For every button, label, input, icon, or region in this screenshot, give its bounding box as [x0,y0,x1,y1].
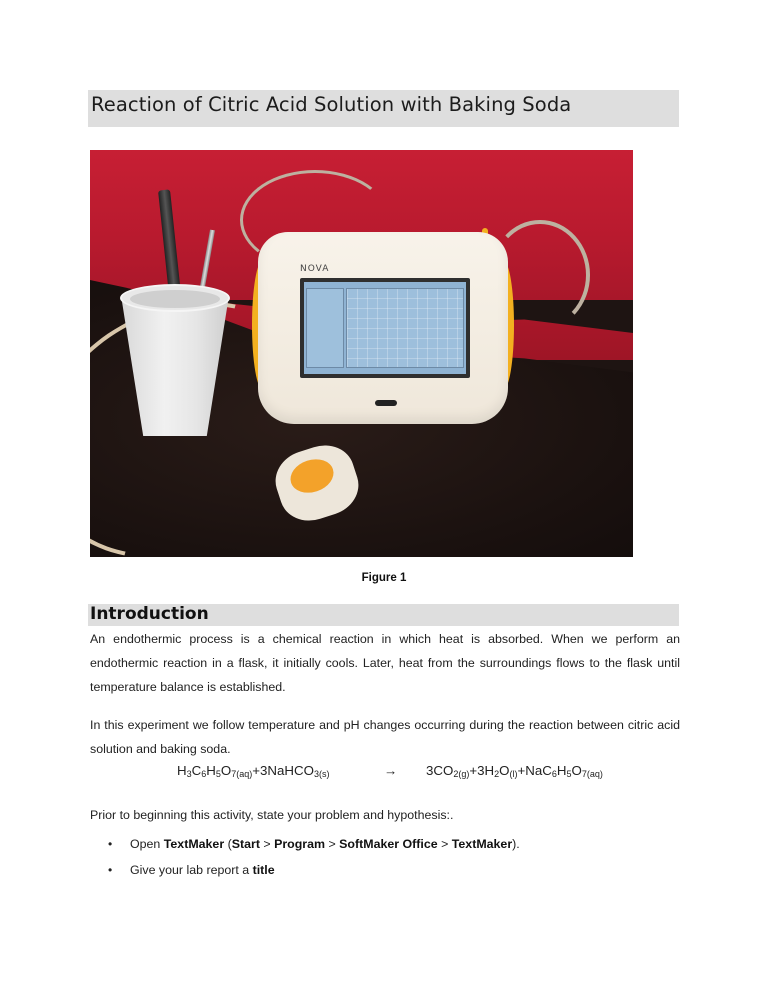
equation-reactants: $H_3C_6H_5O_{7(aq)}+3NaHCO_{3(s)}$ [177,763,330,779]
intro-paragraph-2: In this experiment we follow temperature and pH changes occurring during the reaction between citric acid solution and baking soda. [90,718,680,756]
figure-1-photo [90,150,633,557]
nova-logo: NOVA [300,264,330,274]
device-screen [300,278,470,378]
figure-caption: Figure 1 [361,572,407,584]
instruction-step: • Open TextMaker (Start > Program > SoftMaker Office > TextMaker). [130,832,520,858]
document-title: Reaction of Citric Acid Solution with Baking Soda [91,93,572,116]
intro-paragraph-1: An endothermic process is a chemical reaction in which heat is absorbed. When we perform an endothermic reaction in a flask, it initially cools. Later, heat from the surroundings flows to the flask until temperature balance is established. [90,632,680,694]
section-heading-introduction: Introduction [90,604,209,624]
instruction-step: • Give your lab report a title [130,858,520,884]
document-title-bar [88,90,679,127]
screen-side-panel [306,288,344,368]
instruction-list [90,832,520,884]
foam-cup-inner [130,290,220,308]
hypothesis-prompt: Prior to beginning this activity, state your problem and hypothesis:. [90,808,454,822]
screen-graph-area [346,288,464,368]
device-button [375,400,397,406]
equation-products: $3CO_{2(g)}+3H_2O_{(l)}+NaC_6H_5O_{7(aq)}$ [426,763,603,779]
section-heading-bar [88,604,679,626]
screen-display [304,282,466,374]
reaction-arrow: → [384,763,398,778]
